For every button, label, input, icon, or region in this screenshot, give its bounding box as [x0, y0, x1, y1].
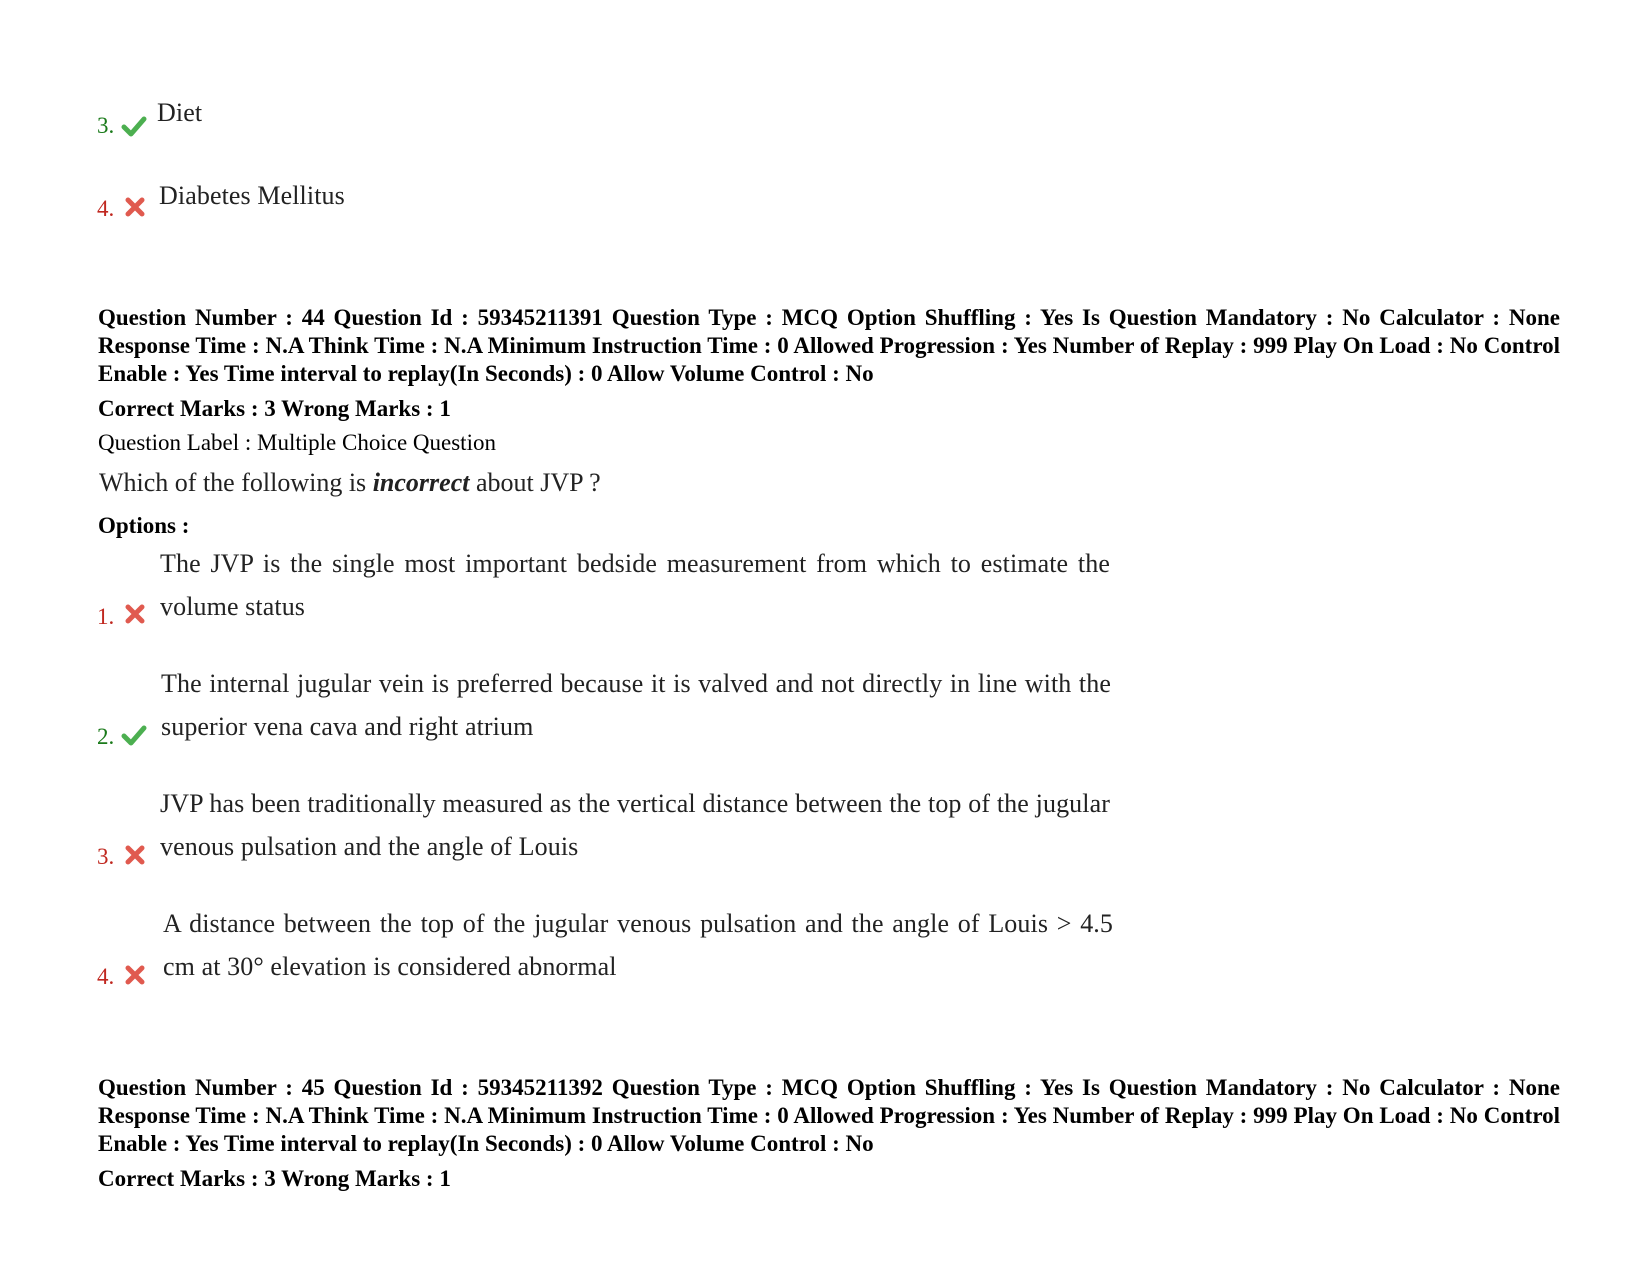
question-45-marks: Correct Marks : 3 Wrong Marks : 1 — [98, 1166, 451, 1191]
option-number: 2. — [97, 724, 115, 749]
check-icon — [121, 722, 147, 748]
check-icon — [121, 113, 147, 139]
cross-icon — [122, 962, 148, 988]
option-text: A distance between the top of the jugular venous pulsation and the angle of Louis > 4.5 cm at 30° elevation is considered abnormal — [163, 909, 1113, 981]
question-44-meta: Question Number : 44 Question Id : 59345211391 Question Type : MCQ Option Shuffling : Yes Is Question Mandatory : No Calculator : None Response Time : N.A Think Time : N.A Minimum Instruction Time : 0 Allowed Progression : Yes Number of Replay : 999 Play On Load : No Control Enable : Yes Time interval to replay(In Seconds) : 0 Allow Volume Control : No — [98, 305, 1560, 386]
question-text-post: about JVP ? — [469, 468, 601, 497]
options-heading: Options : — [98, 513, 190, 538]
question-text-pre: Which of the following is — [99, 468, 373, 497]
cross-icon — [122, 601, 148, 627]
cross-icon — [122, 194, 148, 220]
option-text: Diet — [157, 98, 203, 127]
option-number: 4. — [97, 964, 115, 989]
cross-icon — [122, 842, 148, 868]
option-number: 3. — [97, 113, 115, 138]
option-number: 3. — [97, 844, 115, 869]
option-text: The internal jugular vein is preferred because it is valved and not directly in line with the superior vena cava and right atrium — [161, 669, 1111, 741]
option-text: Diabetes Mellitus — [159, 181, 345, 210]
question-44-marks: Correct Marks : 3 Wrong Marks : 1 — [98, 396, 451, 421]
question-44-text — [99, 467, 601, 499]
option-text: JVP has been traditionally measured as the vertical distance between the top of the jugular venous pulsation and the angle of Louis — [160, 789, 1110, 861]
option-number: 4. — [97, 196, 115, 221]
question-44-label: Question Label : Multiple Choice Question — [98, 430, 496, 455]
question-45-meta: Question Number : 45 Question Id : 59345211392 Question Type : MCQ Option Shuffling : Yes Is Question Mandatory : No Calculator : None Response Time : N.A Think Time : N.A Minimum Instruction Time : 0 Allowed Progression : Yes Number of Replay : 999 Play On Load : No Control Enable : Yes Time interval to replay(In Seconds) : 0 Allow Volume Control : No — [98, 1075, 1560, 1156]
option-text: The JVP is the single most important bedside measurement from which to estimate the volume status — [160, 549, 1110, 621]
option-number: 1. — [97, 604, 115, 629]
question-text-emphasis: incorrect — [372, 468, 470, 497]
